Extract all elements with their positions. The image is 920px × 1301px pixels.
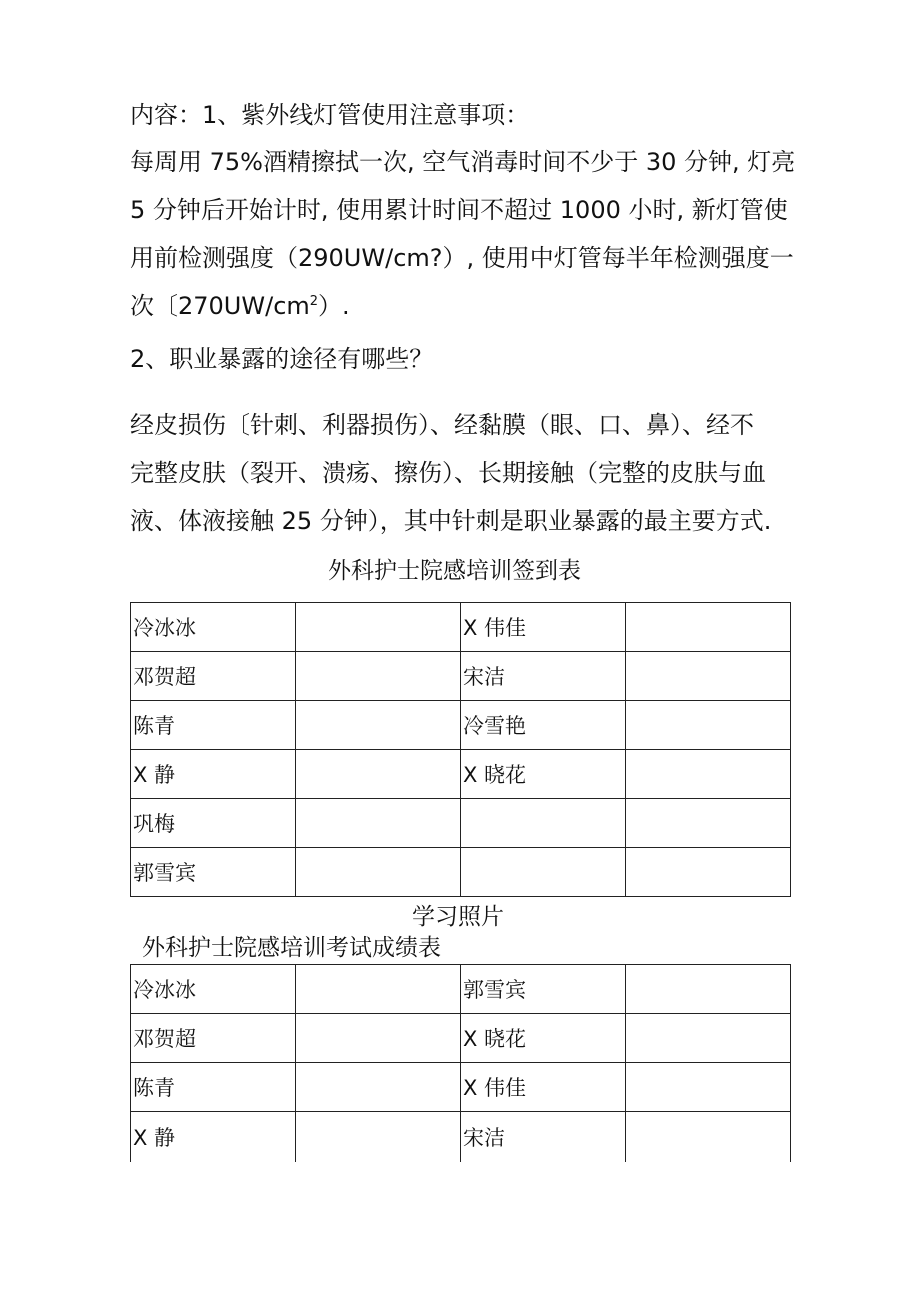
blank-cell [626, 1014, 791, 1063]
name-cell: X 晓花 [461, 750, 626, 799]
name-cell: 冷冰冰 [131, 603, 296, 652]
blank-cell [626, 603, 791, 652]
name-cell: X 伟佳 [461, 1063, 626, 1112]
table-row [131, 701, 791, 750]
blank-cell [626, 701, 791, 750]
blank-cell [626, 652, 791, 701]
exam-table-title: 外科护士院感培训考试成绩表 [142, 935, 441, 961]
paragraph-uv-line-last [130, 291, 350, 321]
table-row [131, 799, 791, 848]
photo-caption: 学习照片 [412, 904, 504, 930]
paragraph-text: 次〔270UW/cm [130, 292, 310, 320]
name-cell: 邓贺超 [131, 1014, 296, 1063]
blank-cell [296, 1014, 461, 1063]
blank-cell [296, 701, 461, 750]
name-cell: 陈青 [131, 1063, 296, 1112]
table-row [131, 965, 791, 1014]
blank-cell [626, 848, 791, 897]
paragraph-heading-exposure: 2、职业暴露的途径有哪些？ [130, 345, 434, 373]
table-row [131, 652, 791, 701]
blank-cell [626, 1112, 791, 1162]
name-cell: X 晓花 [461, 1014, 626, 1063]
sign-in-table [130, 602, 791, 897]
name-cell: 冷雪艳 [461, 701, 626, 750]
sign-table-title: 外科护士院感培训签到表 [328, 558, 581, 584]
blank-cell [296, 799, 461, 848]
name-cell: 邓贺超 [131, 652, 296, 701]
superscript: 2 [309, 294, 319, 309]
table-row [131, 750, 791, 799]
table-row [131, 848, 791, 897]
paragraph-exposure-line: 完整皮肤（裂开、溃疡、擦伤）、长期接触（完整的皮肤与血 [130, 459, 766, 487]
name-cell: 郭雪宾 [461, 965, 626, 1014]
paragraph-text: ）. [318, 292, 350, 320]
exam-score-table [130, 964, 791, 1162]
blank-cell [296, 603, 461, 652]
name-cell: X 伟佳 [461, 603, 626, 652]
blank-cell [626, 750, 791, 799]
blank-cell [626, 799, 791, 848]
blank-cell [296, 965, 461, 1014]
paragraph-heading-uv: 内容：1、紫外线灯管使用注意事项： [130, 101, 530, 129]
name-cell: 陈青 [131, 701, 296, 750]
name-cell: 巩梅 [131, 799, 296, 848]
table-row [131, 1112, 791, 1162]
name-cell [461, 799, 626, 848]
blank-cell [626, 1063, 791, 1112]
blank-cell [296, 1063, 461, 1112]
table-row [131, 603, 791, 652]
paragraph-exposure-line: 液、体液接触 25 分钟），其中针刺是职业暴露的最主要方式. [130, 507, 772, 535]
name-cell: 郭雪宾 [131, 848, 296, 897]
name-cell: X 静 [131, 750, 296, 799]
paragraph-uv-line: 5 分钟后开始计时, 使用累计时间不超过 1000 小时, 新灯管使 [130, 196, 788, 224]
paragraph-uv-line: 每周用 75%酒精擦拭一次, 空气消毒时间不少于 30 分钟, 灯亮 [130, 148, 796, 176]
name-cell: X 静 [131, 1112, 296, 1162]
name-cell: 冷冰冰 [131, 965, 296, 1014]
name-cell: 宋洁 [461, 1112, 626, 1162]
blank-cell [296, 750, 461, 799]
blank-cell [626, 965, 791, 1014]
name-cell [461, 848, 626, 897]
paragraph-exposure-line: 经皮损伤〔针刺、利器损伤）、经黏膜（眼、口、鼻）、经不 [130, 411, 754, 439]
blank-cell [296, 652, 461, 701]
table-row [131, 1014, 791, 1063]
blank-cell [296, 848, 461, 897]
name-cell: 宋洁 [461, 652, 626, 701]
blank-cell [296, 1112, 461, 1162]
table-row [131, 1063, 791, 1112]
paragraph-uv-line: 用前检测强度（290UW/cm?）, 使用中灯管每半年检测强度一 [130, 244, 794, 272]
